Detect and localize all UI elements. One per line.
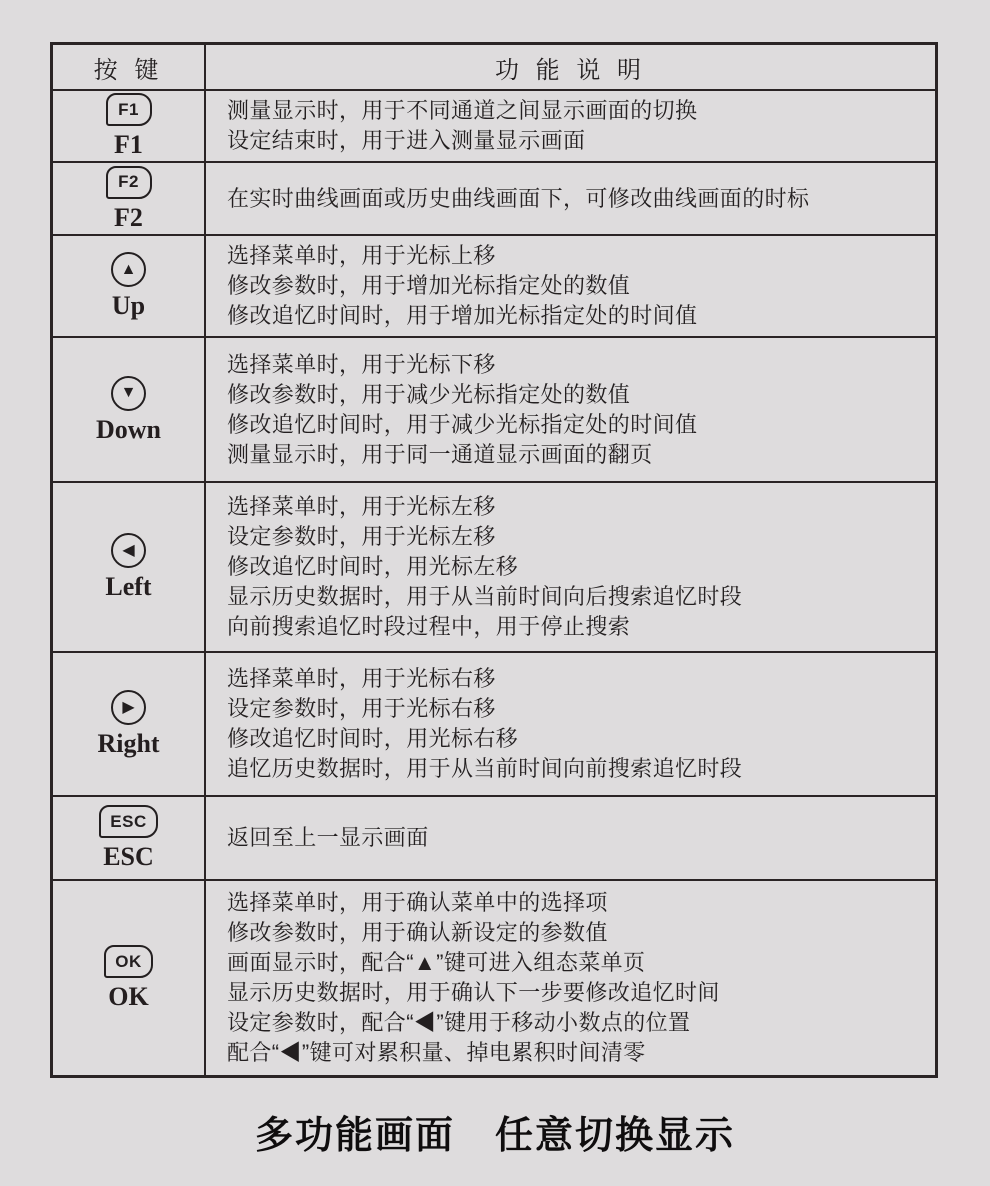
- table-row-f1: [53, 89, 935, 161]
- function-line: 显示历史数据时，用于从当前时间向后搜索追忆时段: [227, 584, 743, 609]
- key-label-down: Down: [95, 414, 161, 444]
- key-cell-down: [53, 338, 206, 481]
- key-cell-up: [53, 236, 206, 336]
- function-line: 设定参数时，用于光标右移: [227, 696, 496, 721]
- function-line: 选择菜单时，用于光标下移: [227, 351, 496, 377]
- key-label-esc: ESC: [103, 842, 154, 872]
- section-title: 多功能画面 任意切换显示: [254, 1115, 735, 1157]
- key-cell-right: [53, 653, 206, 795]
- ok-key-icon: OK: [104, 945, 153, 978]
- table-row-up: [53, 234, 935, 336]
- function-line: 选择菜单时，用于确认菜单中的选择项: [227, 890, 608, 915]
- key-label-ok: OK: [108, 982, 149, 1012]
- function-line: 追忆历史数据时，用于从当前时间向前搜索追忆时段: [227, 756, 743, 781]
- key-cell-f2: [53, 163, 206, 234]
- f1-key-icon: F1: [106, 93, 152, 126]
- function-line: 设定参数时，用于光标左移: [227, 524, 496, 549]
- function-line: 修改参数时，用于确认新设定的参数值: [227, 920, 608, 945]
- function-line: 选择菜单时，用于光标右移: [227, 666, 496, 691]
- key-column-header-cell: [53, 45, 206, 89]
- table-row-right: [53, 651, 935, 795]
- f2-key-icon: F2: [106, 166, 152, 199]
- desc-cell-f1: [206, 91, 935, 161]
- function-line: 显示历史数据时，用于确认下一步要修改追忆时间: [227, 980, 720, 1005]
- function-line: 设定结束时，用于进入测量显示画面: [227, 128, 586, 153]
- up-arrow-key-icon: [111, 252, 146, 287]
- key-cell-esc: [53, 797, 206, 879]
- function-line: 返回至上一显示画面: [227, 825, 429, 850]
- left-arrow-key-icon: [111, 533, 146, 568]
- table-header-row: [53, 45, 935, 89]
- function-line: 修改参数时，用于增加光标指定处的数值: [227, 273, 631, 298]
- key-label-f2: F2: [114, 202, 143, 232]
- function-line: 设定参数时，配合“◀”键用于移动小数点的位置: [227, 1010, 691, 1035]
- table-row-esc: [53, 795, 935, 879]
- table-row-left: [53, 481, 935, 651]
- key-cell-left: [53, 483, 206, 651]
- key-label-right: Right: [97, 729, 160, 759]
- desc-cell-esc: [206, 797, 935, 879]
- table-row-ok: [53, 879, 935, 1075]
- desc-cell-down: [206, 338, 935, 481]
- key-label-f1: F1: [114, 130, 143, 160]
- desc-cell-right: [206, 653, 935, 795]
- function-line: 在实时曲线画面或历史曲线画面下，可修改曲线画面的时标: [227, 185, 810, 211]
- down-arrow-key-icon: [111, 376, 146, 411]
- function-line: 测量显示时，用于同一通道显示画面的翻页: [227, 441, 653, 467]
- function-line: 向前搜索追忆时段过程中，用于停止搜索: [227, 614, 631, 639]
- function-line: 修改追忆时间时，用光标右移: [227, 726, 519, 751]
- table-row-down: [53, 336, 935, 481]
- desc-cell-left: [206, 483, 935, 651]
- key-label-up: Up: [111, 291, 146, 321]
- function-line: 配合“◀”键可对累积量、掉电累积时间清零: [227, 1040, 646, 1065]
- right-arrow-key-icon: [111, 690, 146, 725]
- function-line: 修改追忆时间时，用于增加光标指定处的时间值: [227, 303, 698, 328]
- desc-cell-up: [206, 236, 935, 336]
- up-triangle-glyph: ▲: [120, 260, 137, 278]
- key-cell-ok: [53, 881, 206, 1075]
- key-column-header: 按 键: [93, 56, 164, 84]
- function-line: 修改追忆时间时，用于减少光标指定处的时间值: [227, 411, 698, 437]
- right-triangle-glyph: ▶: [122, 698, 135, 716]
- function-line: 修改参数时，用于减少光标指定处的数值: [227, 381, 631, 407]
- table-row-f2: [53, 161, 935, 234]
- key-cell-f1: [53, 91, 206, 161]
- function-line: 测量显示时，用于不同通道之间显示画面的切换: [227, 98, 698, 123]
- down-triangle-glyph: ▼: [120, 384, 137, 402]
- desc-cell-f2: [206, 163, 935, 234]
- left-triangle-glyph: ◀: [122, 541, 135, 559]
- desc-cell-ok: [206, 881, 935, 1075]
- function-line: 修改追忆时间时，用光标左移: [227, 554, 519, 579]
- esc-key-icon: ESC: [99, 805, 157, 838]
- key-function-table: [50, 42, 938, 1078]
- key-label-left: Left: [105, 572, 152, 602]
- function-column-header: 功 能 说 明: [494, 56, 646, 84]
- function-column-header-cell: [206, 45, 935, 89]
- function-line: 选择菜单时，用于光标左移: [227, 494, 496, 519]
- function-line: 画面显示时，配合“▲”键可进入组态菜单页: [227, 950, 646, 975]
- function-line: 选择菜单时，用于光标上移: [227, 243, 496, 268]
